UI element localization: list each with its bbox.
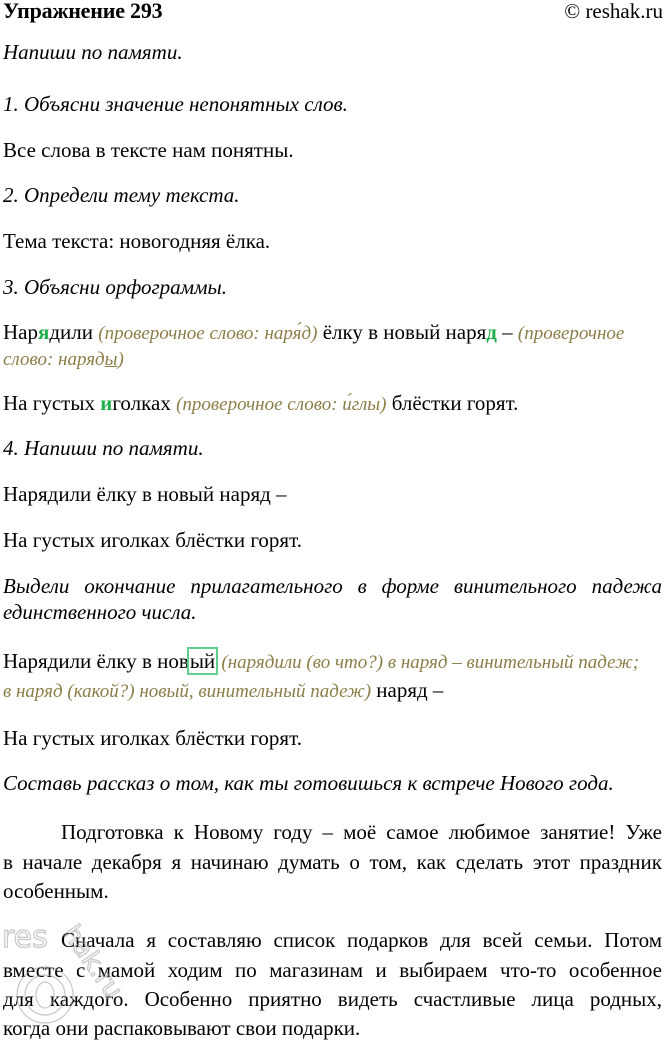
- word-part: Нар: [3, 320, 38, 344]
- ending-analysis-line-3: На густых иголках блёстки горят.: [3, 726, 302, 750]
- sentence-part: На густых: [3, 391, 101, 415]
- step2-answer: Тема текста: новогодняя ёлка.: [3, 229, 271, 253]
- svg-text:hak.ru: hak.ru: [56, 919, 129, 1005]
- story-p2-line-3: для каждого. Особенно приятно видеть счастливые лица родных,: [3, 987, 662, 1011]
- story-p1-line-1: Подготовка к Новому году – моё самое любимое занятие! Уже: [61, 820, 662, 844]
- check-word-hint: (проверочное: [517, 323, 625, 344]
- sentence-part: ёлку в новый наря: [322, 320, 487, 344]
- check-word-hint: слово: наряд: [3, 349, 105, 370]
- step1-answer: Все слова в тексте нам понятны.: [3, 138, 294, 162]
- sentence-part: блёстки горят.: [391, 391, 519, 415]
- case-hint: в наряд (какой?) новый, винительный падеж): [3, 681, 372, 702]
- svg-text:res: res: [2, 920, 48, 955]
- ending-analysis-line-2: [3, 680, 443, 701]
- check-word-hint: (проверочное слово: наря́д): [98, 323, 318, 344]
- ending-analysis-line-1: [3, 651, 639, 672]
- orthogram-line-1-cont: [3, 348, 124, 369]
- story-p2-line-2: вместе с мамой ходим по магазинам и выбираем что-то особенное: [3, 958, 662, 982]
- sentence-part: Нарядили ёлку в нов: [3, 649, 189, 673]
- task2-prompt-line-2: единственного числа.: [3, 600, 197, 624]
- orthogram-line-1: [3, 322, 624, 343]
- sentence-part: наряд –: [376, 678, 444, 702]
- step4-prompt: 4. Напиши по памяти.: [3, 436, 204, 460]
- poem-line-1: Нарядили ёлку в новый наряд –: [3, 482, 287, 506]
- orthogram-letter: д: [486, 320, 497, 344]
- adjective-ending-box: ый: [189, 649, 216, 673]
- check-word-hint: (проверочное слово: и́глы): [176, 394, 387, 415]
- poem-line-2: На густых иголках блёстки горят.: [3, 528, 302, 552]
- step1-prompt: 1. Объясни значение непонятных слов.: [3, 92, 348, 116]
- case-hint: (нарядили (во что?) в наряд – винительный падеж;: [221, 652, 640, 673]
- page-header: [3, 0, 663, 26]
- story-p1-line-3: особенным.: [3, 879, 109, 903]
- story-p2-line-4: когда они распаковывают свои подарки.: [3, 1016, 361, 1040]
- task-main-prompt: Напиши по памяти.: [3, 40, 183, 64]
- task2-prompt-line-1: Выдели окончание прилагательного в форме винительного падежа: [3, 574, 662, 598]
- step2-prompt: 2. Определи тему текста.: [3, 183, 240, 207]
- orthogram-letter: и: [100, 391, 113, 415]
- dash: –: [502, 320, 513, 344]
- step3-prompt: 3. Объясни орфограммы.: [3, 275, 227, 299]
- story-p1-line-2: в начале декабря я начинаю думать о том, как сделать этот праздник: [3, 850, 662, 874]
- orthogram-letter: я: [38, 320, 50, 344]
- exercise-title: Упражнение 293: [3, 0, 163, 23]
- word-part: голках: [112, 391, 171, 415]
- check-word-hint: ): [117, 349, 124, 370]
- word-part: дили: [49, 320, 94, 344]
- ending-underlined: ы: [104, 349, 118, 370]
- story-p2-line-1: Сначала я составляю список подарков для всей семьи. Потом: [61, 928, 662, 952]
- orthogram-line-2: [3, 393, 518, 414]
- task3-prompt: Составь рассказ о том, как ты готовишься к встрече Нового года.: [3, 771, 614, 795]
- copyright-label: © reshak.ru: [564, 0, 663, 23]
